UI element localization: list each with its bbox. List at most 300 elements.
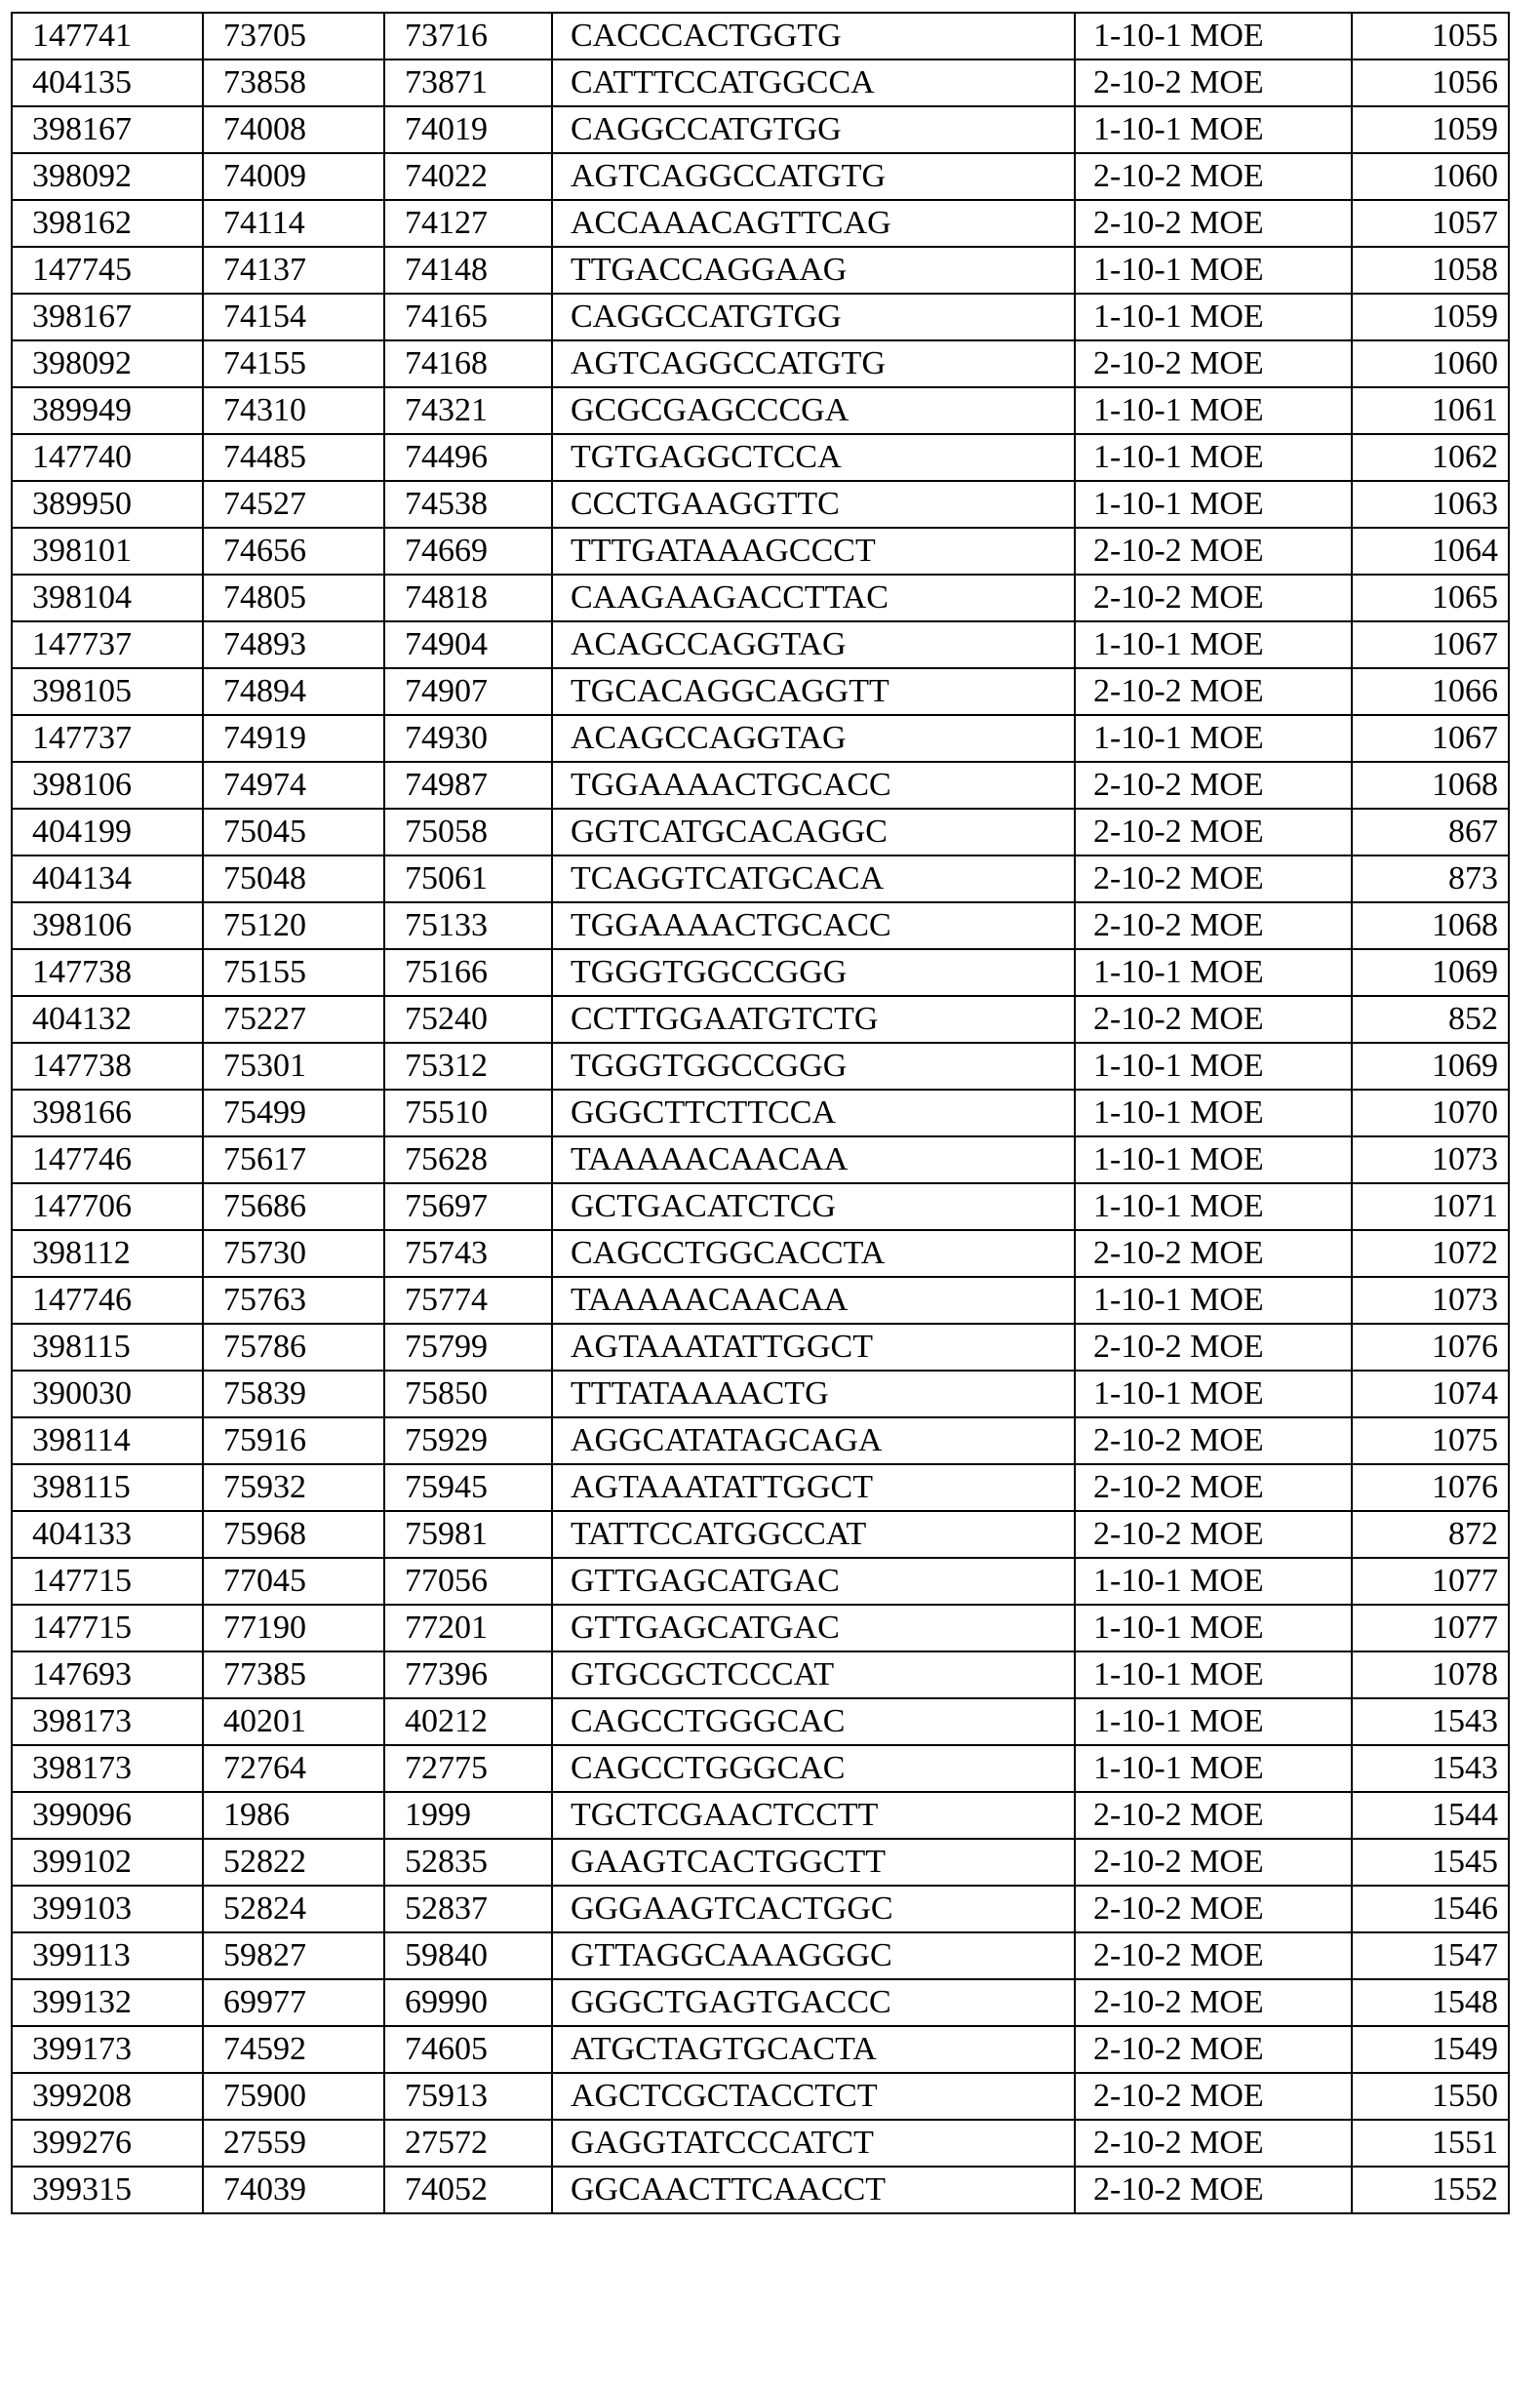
isis-number-cell: 147738: [12, 949, 203, 996]
start-site-cell: 75499: [203, 1090, 384, 1136]
table-row: [12, 106, 1509, 153]
seq-id-cell: 1060: [1352, 153, 1509, 200]
isis-number-cell: 399103: [12, 1886, 203, 1932]
stop-site-cell: 74818: [384, 575, 552, 621]
start-site-cell: 72764: [203, 1745, 384, 1792]
sequence-cell: GCGCGAGCCCGA: [552, 387, 1075, 434]
chemistry-cell: 2-10-2 MOE: [1075, 153, 1352, 200]
sequence-cell: GGGCTGAGTGACCC: [552, 1979, 1075, 2026]
stop-site-cell: 75697: [384, 1183, 552, 1230]
start-site-cell: 74894: [203, 668, 384, 715]
start-site-cell: 75916: [203, 1417, 384, 1464]
isis-number-cell: 147746: [12, 1136, 203, 1183]
stop-site-cell: 74987: [384, 762, 552, 809]
seq-id-cell: 1058: [1352, 247, 1509, 294]
isis-number-cell: 404134: [12, 855, 203, 902]
isis-number-cell: 398167: [12, 294, 203, 340]
stop-site-cell: 74148: [384, 247, 552, 294]
seq-id-cell: 1065: [1352, 575, 1509, 621]
seq-id-cell: 1059: [1352, 106, 1509, 153]
isis-number-cell: 398106: [12, 902, 203, 949]
chemistry-cell: 1-10-1 MOE: [1075, 13, 1352, 60]
start-site-cell: 77190: [203, 1605, 384, 1651]
chemistry-cell: 2-10-2 MOE: [1075, 575, 1352, 621]
chemistry-cell: 1-10-1 MOE: [1075, 481, 1352, 528]
start-site-cell: 75932: [203, 1464, 384, 1511]
table-row: [12, 1371, 1509, 1417]
sequence-cell: TGCACAGGCAGGTT: [552, 668, 1075, 715]
seq-id-cell: 1056: [1352, 60, 1509, 106]
table-row: [12, 1558, 1509, 1605]
isis-number-cell: 404135: [12, 60, 203, 106]
sequence-cell: TGGGTGGCCGGG: [552, 949, 1075, 996]
isis-number-cell: 147706: [12, 1183, 203, 1230]
isis-number-cell: 398173: [12, 1745, 203, 1792]
table-row: [12, 1932, 1509, 1979]
isis-number-cell: 399132: [12, 1979, 203, 2026]
sequence-cell: AGTCAGGCCATGTG: [552, 340, 1075, 387]
start-site-cell: 74039: [203, 2167, 384, 2213]
isis-number-cell: 398162: [12, 200, 203, 247]
seq-id-cell: 1549: [1352, 2026, 1509, 2073]
stop-site-cell: 73716: [384, 13, 552, 60]
start-site-cell: 59827: [203, 1932, 384, 1979]
isis-number-cell: 398106: [12, 762, 203, 809]
stop-site-cell: 75312: [384, 1043, 552, 1090]
chemistry-cell: 2-10-2 MOE: [1075, 1464, 1352, 1511]
seq-id-cell: 1077: [1352, 1558, 1509, 1605]
seq-id-cell: 1075: [1352, 1417, 1509, 1464]
start-site-cell: 75045: [203, 809, 384, 855]
sequence-cell: ACCAAACAGTTCAG: [552, 200, 1075, 247]
start-site-cell: 74919: [203, 715, 384, 762]
sequence-cell: ATGCTAGTGCACTA: [552, 2026, 1075, 2073]
chemistry-cell: 2-10-2 MOE: [1075, 855, 1352, 902]
isis-number-cell: 147715: [12, 1558, 203, 1605]
isis-number-cell: 398115: [12, 1464, 203, 1511]
seq-id-cell: 1543: [1352, 1745, 1509, 1792]
table-row: [12, 387, 1509, 434]
table-row: [12, 1886, 1509, 1932]
sequence-cell: ACAGCCAGGTAG: [552, 621, 1075, 668]
isis-number-cell: 399096: [12, 1792, 203, 1839]
start-site-cell: 73858: [203, 60, 384, 106]
start-site-cell: 74154: [203, 294, 384, 340]
seq-id-cell: 1544: [1352, 1792, 1509, 1839]
seq-id-cell: 1548: [1352, 1979, 1509, 2026]
chemistry-cell: 1-10-1 MOE: [1075, 106, 1352, 153]
chemistry-cell: 2-10-2 MOE: [1075, 1792, 1352, 1839]
sequence-cell: TGGAAAACTGCACC: [552, 902, 1075, 949]
stop-site-cell: 75240: [384, 996, 552, 1043]
seq-id-cell: 1068: [1352, 762, 1509, 809]
chemistry-cell: 1-10-1 MOE: [1075, 294, 1352, 340]
start-site-cell: 75786: [203, 1324, 384, 1371]
table-row: [12, 434, 1509, 481]
table-row: [12, 1745, 1509, 1792]
stop-site-cell: 75850: [384, 1371, 552, 1417]
chemistry-cell: 2-10-2 MOE: [1075, 809, 1352, 855]
stop-site-cell: 75929: [384, 1417, 552, 1464]
chemistry-cell: 2-10-2 MOE: [1075, 528, 1352, 575]
chemistry-cell: 2-10-2 MOE: [1075, 200, 1352, 247]
sequence-cell: AGTAAATATTGGCT: [552, 1464, 1075, 1511]
start-site-cell: 75763: [203, 1277, 384, 1324]
stop-site-cell: 59840: [384, 1932, 552, 1979]
isis-number-cell: 398104: [12, 575, 203, 621]
table-row: [12, 1698, 1509, 1745]
isis-number-cell: 404133: [12, 1511, 203, 1558]
table-row: [12, 247, 1509, 294]
sequence-cell: GTGCGCTCCCAT: [552, 1651, 1075, 1698]
table-row: [12, 1136, 1509, 1183]
table-row: [12, 1464, 1509, 1511]
table-row: [12, 949, 1509, 996]
isis-number-cell: 147745: [12, 247, 203, 294]
chemistry-cell: 2-10-2 MOE: [1075, 668, 1352, 715]
chemistry-cell: 2-10-2 MOE: [1075, 1839, 1352, 1886]
sequence-cell: GTTGAGCATGAC: [552, 1605, 1075, 1651]
stop-site-cell: 75133: [384, 902, 552, 949]
seq-id-cell: 1076: [1352, 1324, 1509, 1371]
seq-id-cell: 1072: [1352, 1230, 1509, 1277]
isis-number-cell: 398112: [12, 1230, 203, 1277]
sequence-cell: TTTGATAAAGCCCT: [552, 528, 1075, 575]
chemistry-cell: 1-10-1 MOE: [1075, 1371, 1352, 1417]
isis-number-cell: 398101: [12, 528, 203, 575]
chemistry-cell: 1-10-1 MOE: [1075, 1136, 1352, 1183]
stop-site-cell: 77396: [384, 1651, 552, 1698]
table-row: [12, 1605, 1509, 1651]
seq-id-cell: 1550: [1352, 2073, 1509, 2120]
seq-id-cell: 872: [1352, 1511, 1509, 1558]
start-site-cell: 75048: [203, 855, 384, 902]
table-row: [12, 996, 1509, 1043]
table-row: [12, 1511, 1509, 1558]
table-row: [12, 153, 1509, 200]
sequence-cell: CACCCACTGGTG: [552, 13, 1075, 60]
sequence-cell: TGGGTGGCCGGG: [552, 1043, 1075, 1090]
seq-id-cell: 1073: [1352, 1136, 1509, 1183]
chemistry-cell: 1-10-1 MOE: [1075, 387, 1352, 434]
sequence-cell: CAGCCTGGGCAC: [552, 1745, 1075, 1792]
table-row: [12, 294, 1509, 340]
start-site-cell: 74893: [203, 621, 384, 668]
seq-id-cell: 1543: [1352, 1698, 1509, 1745]
table-row: [12, 1183, 1509, 1230]
table-row: [12, 1839, 1509, 1886]
seq-id-cell: 1055: [1352, 13, 1509, 60]
seq-id-cell: 867: [1352, 809, 1509, 855]
start-site-cell: 75301: [203, 1043, 384, 1090]
seq-id-cell: 1067: [1352, 715, 1509, 762]
seq-id-cell: 1076: [1352, 1464, 1509, 1511]
stop-site-cell: 74127: [384, 200, 552, 247]
isis-number-cell: 398114: [12, 1417, 203, 1464]
chemistry-cell: 1-10-1 MOE: [1075, 1277, 1352, 1324]
chemistry-cell: 2-10-2 MOE: [1075, 902, 1352, 949]
start-site-cell: 74008: [203, 106, 384, 153]
sequence-cell: TTGACCAGGAAG: [552, 247, 1075, 294]
seq-id-cell: 1077: [1352, 1605, 1509, 1651]
stop-site-cell: 75510: [384, 1090, 552, 1136]
stop-site-cell: 52835: [384, 1839, 552, 1886]
sequence-cell: GTTGAGCATGAC: [552, 1558, 1075, 1605]
seq-id-cell: 1071: [1352, 1183, 1509, 1230]
chemistry-cell: 1-10-1 MOE: [1075, 1745, 1352, 1792]
sequence-cell: CAGCCTGGGCAC: [552, 1698, 1075, 1745]
isis-number-cell: 398167: [12, 106, 203, 153]
isis-number-cell: 404199: [12, 809, 203, 855]
stop-site-cell: 77056: [384, 1558, 552, 1605]
sequence-cell: TTTATAAAACTG: [552, 1371, 1075, 1417]
chemistry-cell: 2-10-2 MOE: [1075, 2120, 1352, 2167]
start-site-cell: 74974: [203, 762, 384, 809]
start-site-cell: 40201: [203, 1698, 384, 1745]
isis-number-cell: 398092: [12, 153, 203, 200]
start-site-cell: 74137: [203, 247, 384, 294]
seq-id-cell: 1067: [1352, 621, 1509, 668]
start-site-cell: 75730: [203, 1230, 384, 1277]
start-site-cell: 74485: [203, 434, 384, 481]
stop-site-cell: 1999: [384, 1792, 552, 1839]
isis-number-cell: 147715: [12, 1605, 203, 1651]
start-site-cell: 75839: [203, 1371, 384, 1417]
chemistry-cell: 2-10-2 MOE: [1075, 1511, 1352, 1558]
seq-id-cell: 1545: [1352, 1839, 1509, 1886]
start-site-cell: 74009: [203, 153, 384, 200]
stop-site-cell: 75628: [384, 1136, 552, 1183]
isis-number-cell: 389950: [12, 481, 203, 528]
start-site-cell: 75968: [203, 1511, 384, 1558]
stop-site-cell: 74605: [384, 2026, 552, 2073]
seq-id-cell: 1061: [1352, 387, 1509, 434]
stop-site-cell: 75166: [384, 949, 552, 996]
stop-site-cell: 40212: [384, 1698, 552, 1745]
seq-id-cell: 1064: [1352, 528, 1509, 575]
stop-site-cell: 74022: [384, 153, 552, 200]
start-site-cell: 27559: [203, 2120, 384, 2167]
seq-id-cell: 1069: [1352, 1043, 1509, 1090]
oligonucleotide-table: [11, 12, 1510, 2214]
stop-site-cell: 69990: [384, 1979, 552, 2026]
table-row: [12, 1979, 1509, 2026]
seq-id-cell: 1070: [1352, 1090, 1509, 1136]
isis-number-cell: 399208: [12, 2073, 203, 2120]
chemistry-cell: 1-10-1 MOE: [1075, 621, 1352, 668]
isis-number-cell: 147741: [12, 13, 203, 60]
table-row: [12, 2167, 1509, 2213]
start-site-cell: 74805: [203, 575, 384, 621]
stop-site-cell: 75913: [384, 2073, 552, 2120]
sequence-cell: GAAGTCACTGGCTT: [552, 1839, 1075, 1886]
table-row: [12, 2026, 1509, 2073]
sequence-cell: TGCTCGAACTCCTT: [552, 1792, 1075, 1839]
isis-number-cell: 147740: [12, 434, 203, 481]
isis-number-cell: 399113: [12, 1932, 203, 1979]
isis-number-cell: 399315: [12, 2167, 203, 2213]
table-row: [12, 1324, 1509, 1371]
stop-site-cell: 74168: [384, 340, 552, 387]
stop-site-cell: 75981: [384, 1511, 552, 1558]
isis-number-cell: 147737: [12, 715, 203, 762]
start-site-cell: 75617: [203, 1136, 384, 1183]
start-site-cell: 74114: [203, 200, 384, 247]
stop-site-cell: 73871: [384, 60, 552, 106]
isis-number-cell: 398115: [12, 1324, 203, 1371]
stop-site-cell: 52837: [384, 1886, 552, 1932]
start-site-cell: 75900: [203, 2073, 384, 2120]
table-row: [12, 481, 1509, 528]
sequence-cell: AGTAAATATTGGCT: [552, 1324, 1075, 1371]
seq-id-cell: 1551: [1352, 2120, 1509, 2167]
chemistry-cell: 2-10-2 MOE: [1075, 1230, 1352, 1277]
seq-id-cell: 1068: [1352, 902, 1509, 949]
stop-site-cell: 75061: [384, 855, 552, 902]
start-site-cell: 77385: [203, 1651, 384, 1698]
stop-site-cell: 74052: [384, 2167, 552, 2213]
seq-id-cell: 1069: [1352, 949, 1509, 996]
start-site-cell: 75686: [203, 1183, 384, 1230]
start-site-cell: 73705: [203, 13, 384, 60]
chemistry-cell: 1-10-1 MOE: [1075, 247, 1352, 294]
sequence-cell: AGTCAGGCCATGTG: [552, 153, 1075, 200]
sequence-cell: CCCTGAAGGTTC: [552, 481, 1075, 528]
sequence-cell: GCTGACATCTCG: [552, 1183, 1075, 1230]
chemistry-cell: 2-10-2 MOE: [1075, 1417, 1352, 1464]
chemistry-cell: 2-10-2 MOE: [1075, 1979, 1352, 2026]
start-site-cell: 52822: [203, 1839, 384, 1886]
start-site-cell: 1986: [203, 1792, 384, 1839]
chemistry-cell: 2-10-2 MOE: [1075, 2073, 1352, 2120]
stop-site-cell: 74321: [384, 387, 552, 434]
sequence-cell: GGGAAGTCACTGGC: [552, 1886, 1075, 1932]
stop-site-cell: 74904: [384, 621, 552, 668]
isis-number-cell: 147693: [12, 1651, 203, 1698]
seq-id-cell: 1060: [1352, 340, 1509, 387]
table-row: [12, 902, 1509, 949]
start-site-cell: 74527: [203, 481, 384, 528]
chemistry-cell: 1-10-1 MOE: [1075, 1651, 1352, 1698]
isis-number-cell: 398105: [12, 668, 203, 715]
chemistry-cell: 1-10-1 MOE: [1075, 1605, 1352, 1651]
table-row: [12, 60, 1509, 106]
sequence-cell: TGTGAGGCTCCA: [552, 434, 1075, 481]
seq-id-cell: 1552: [1352, 2167, 1509, 2213]
table-row: [12, 1792, 1509, 1839]
sequence-cell: CAGGCCATGTGG: [552, 294, 1075, 340]
stop-site-cell: 74669: [384, 528, 552, 575]
isis-number-cell: 398173: [12, 1698, 203, 1745]
stop-site-cell: 72775: [384, 1745, 552, 1792]
sequence-cell: GGCAACTTCAACCT: [552, 2167, 1075, 2213]
isis-number-cell: 390030: [12, 1371, 203, 1417]
stop-site-cell: 74538: [384, 481, 552, 528]
seq-id-cell: 1547: [1352, 1932, 1509, 1979]
table-row: [12, 1090, 1509, 1136]
chemistry-cell: 1-10-1 MOE: [1075, 1183, 1352, 1230]
chemistry-cell: 1-10-1 MOE: [1075, 1558, 1352, 1605]
start-site-cell: 75120: [203, 902, 384, 949]
sequence-cell: CAGGCCATGTGG: [552, 106, 1075, 153]
chemistry-cell: 1-10-1 MOE: [1075, 949, 1352, 996]
stop-site-cell: 74907: [384, 668, 552, 715]
sequence-cell: CAGCCTGGCACCTA: [552, 1230, 1075, 1277]
stop-site-cell: 75774: [384, 1277, 552, 1324]
chemistry-cell: 1-10-1 MOE: [1075, 434, 1352, 481]
start-site-cell: 77045: [203, 1558, 384, 1605]
isis-number-cell: 398166: [12, 1090, 203, 1136]
table-row: [12, 715, 1509, 762]
sequence-cell: AGGCATATAGCAGA: [552, 1417, 1075, 1464]
isis-number-cell: 147738: [12, 1043, 203, 1090]
table-row: [12, 1230, 1509, 1277]
table-row: [12, 528, 1509, 575]
sequence-cell: GTTAGGCAAAGGGC: [552, 1932, 1075, 1979]
isis-number-cell: 399102: [12, 1839, 203, 1886]
table-row: [12, 621, 1509, 668]
table-row: [12, 200, 1509, 247]
sequence-cell: CCTTGGAATGTCTG: [552, 996, 1075, 1043]
chemistry-cell: 2-10-2 MOE: [1075, 762, 1352, 809]
table-row: [12, 1417, 1509, 1464]
chemistry-cell: 2-10-2 MOE: [1075, 2026, 1352, 2073]
sequence-cell: ACAGCCAGGTAG: [552, 715, 1075, 762]
chemistry-cell: 2-10-2 MOE: [1075, 1932, 1352, 1979]
sequence-cell: GAGGTATCCCATCT: [552, 2120, 1075, 2167]
seq-id-cell: 1074: [1352, 1371, 1509, 1417]
table-row: [12, 2073, 1509, 2120]
stop-site-cell: 75799: [384, 1324, 552, 1371]
table-row: [12, 340, 1509, 387]
start-site-cell: 69977: [203, 1979, 384, 2026]
stop-site-cell: 27572: [384, 2120, 552, 2167]
sequence-cell: TGGAAAACTGCACC: [552, 762, 1075, 809]
stop-site-cell: 74496: [384, 434, 552, 481]
table-row: [12, 13, 1509, 60]
table-row: [12, 668, 1509, 715]
seq-id-cell: 852: [1352, 996, 1509, 1043]
stop-site-cell: 75743: [384, 1230, 552, 1277]
chemistry-cell: 1-10-1 MOE: [1075, 1090, 1352, 1136]
table-row: [12, 575, 1509, 621]
seq-id-cell: 873: [1352, 855, 1509, 902]
sequence-cell: CATTTCCATGGCCA: [552, 60, 1075, 106]
sequence-cell: GGTCATGCACAGGC: [552, 809, 1075, 855]
chemistry-cell: 1-10-1 MOE: [1075, 715, 1352, 762]
chemistry-cell: 1-10-1 MOE: [1075, 1043, 1352, 1090]
table-row: [12, 1043, 1509, 1090]
chemistry-cell: 2-10-2 MOE: [1075, 340, 1352, 387]
stop-site-cell: 74165: [384, 294, 552, 340]
seq-id-cell: 1063: [1352, 481, 1509, 528]
stop-site-cell: 77201: [384, 1605, 552, 1651]
seq-id-cell: 1546: [1352, 1886, 1509, 1932]
table-row: [12, 762, 1509, 809]
table-row: [12, 1277, 1509, 1324]
isis-number-cell: 399276: [12, 2120, 203, 2167]
seq-id-cell: 1062: [1352, 434, 1509, 481]
table-row: [12, 809, 1509, 855]
sequence-cell: TCAGGTCATGCACA: [552, 855, 1075, 902]
chemistry-cell: 2-10-2 MOE: [1075, 1886, 1352, 1932]
isis-number-cell: 404132: [12, 996, 203, 1043]
start-site-cell: 75155: [203, 949, 384, 996]
stop-site-cell: 74930: [384, 715, 552, 762]
chemistry-cell: 2-10-2 MOE: [1075, 1324, 1352, 1371]
start-site-cell: 74592: [203, 2026, 384, 2073]
sequence-cell: CAAGAAGACCTTAC: [552, 575, 1075, 621]
